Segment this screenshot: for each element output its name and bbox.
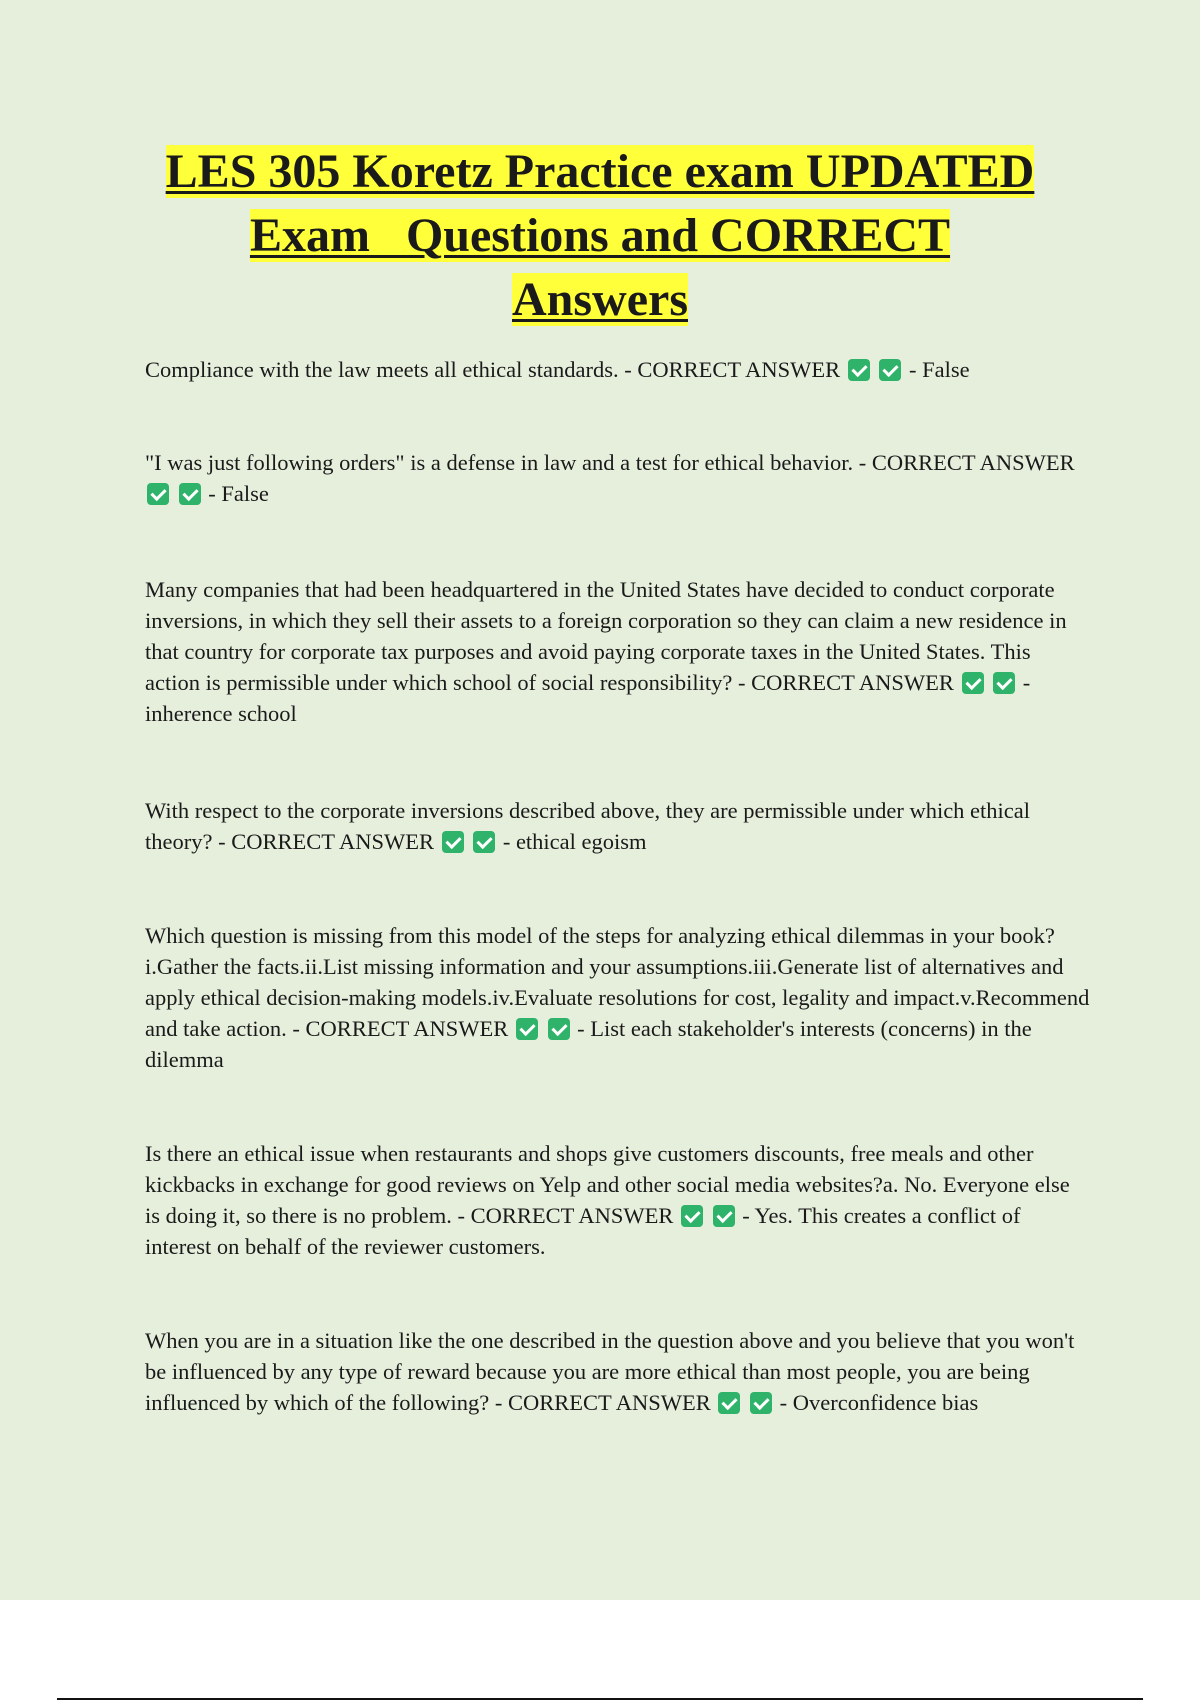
qa-item	[145, 574, 1090, 729]
answer-text: - Overconfidence bias	[779, 1390, 979, 1415]
document-title	[100, 140, 1100, 332]
qa-item	[145, 795, 1090, 857]
question-text: When you are in a situation like the one described in the question above and you believe that you won't be influenced by any type of reward because you are more ethical than most people, you are being influenced by which of the following? - CORRECT ANSWER	[145, 1328, 1075, 1415]
check-mark-icon	[718, 1392, 740, 1414]
check-mark-icon	[750, 1392, 772, 1414]
question-text: Which question is missing from this model of the steps for analyzing ethical dilemmas in your book?i.Gather the facts.ii.List missing information and your assumptions.iii.Generate list of alternatives and apply ethical decision-making models.iv.Evaluate resolutions for cost, legality and impact.v.Recommend and take action. - CORRECT ANSWER	[145, 923, 1090, 1041]
check-mark-icon	[548, 1018, 570, 1040]
title-line: Answers	[512, 273, 688, 326]
check-mark-icon	[993, 672, 1015, 694]
question-text: Many companies that had been headquartered in the United States have decided to conduct corporate inversions, in which they sell their assets to a foreign corporation so they can claim a new residence in that country for corporate tax purposes and avoid paying corporate taxes in the United States. This action is permissible under which school of social responsibility? - CORRECT ANSWER	[145, 577, 1067, 695]
question-text: Is there an ethical issue when restaurants and shops give customers discounts, free meals and other kickbacks in exchange for good reviews on Yelp and other social media websites?a. No. Everyone else is doing it, so there is no problem. - CORRECT ANSWER	[145, 1141, 1070, 1228]
answer-text: - List each stakeholder's interests (concerns) in the dilemma	[145, 1016, 1032, 1072]
answer-text: - inherence school	[145, 670, 1031, 726]
qa-item	[145, 1138, 1090, 1262]
check-mark-icon	[179, 483, 201, 505]
question-text: "I was just following orders" is a defense in law and a test for ethical behavior. - CORRECT ANSWER	[145, 450, 1075, 475]
check-mark-icon	[962, 672, 984, 694]
answer-text: - ethical egoism	[502, 829, 647, 854]
qa-item	[145, 1325, 1090, 1418]
qa-item	[145, 447, 1090, 509]
check-mark-icon	[681, 1205, 703, 1227]
answer-text: - Yes. This creates a conflict of interest on behalf of the reviewer customers.	[145, 1203, 1021, 1259]
check-mark-icon	[713, 1205, 735, 1227]
qa-item	[145, 920, 1090, 1075]
check-mark-icon	[516, 1018, 538, 1040]
check-mark-icon	[442, 831, 464, 853]
question-text: With respect to the corporate inversions described above, they are permissible under which ethical theory? - CORRECT ANSWER	[145, 798, 1031, 854]
answer-text: - False	[208, 481, 269, 506]
qa-item	[145, 354, 1090, 385]
title-line: LES 305 Koretz Practice exam UPDATED	[165, 145, 1035, 198]
check-mark-icon	[848, 359, 870, 381]
check-mark-icon	[879, 359, 901, 381]
answer-text: - False	[908, 357, 970, 382]
check-mark-icon	[147, 483, 169, 505]
check-mark-icon	[473, 831, 495, 853]
title-line: Exam Questions and CORRECT	[249, 209, 951, 262]
question-text: Compliance with the law meets all ethical standards. - CORRECT ANSWER	[145, 357, 841, 382]
